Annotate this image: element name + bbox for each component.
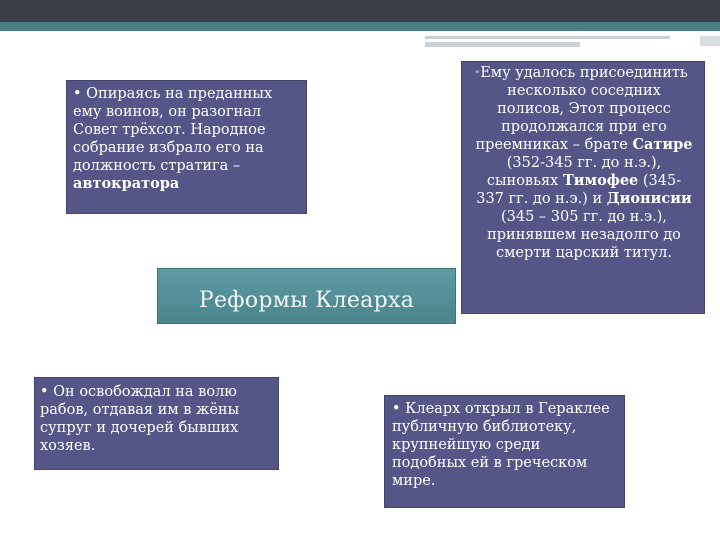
text-box-council xyxy=(66,80,307,214)
name-timotheus: Тимофее xyxy=(562,172,639,189)
name-dionysius: Дионисии xyxy=(606,190,692,207)
box-text: (345-337 гг. до н.э.) и xyxy=(476,173,682,207)
box-bold-term: автократора xyxy=(73,175,180,192)
box-text: (345 – 305 гг. до н.э.), принявшем незадолго до смерти царский титул. xyxy=(487,209,681,261)
top-accent-bar xyxy=(0,22,720,31)
decorative-line xyxy=(425,42,580,47)
name-satyr: Сатире xyxy=(632,136,693,153)
text-box-library xyxy=(384,395,625,508)
decorative-line xyxy=(700,36,720,46)
box-text: • Он освобождал на волю рабов, отдавая им в жёны супруг и дочерей бывших хозяев. xyxy=(40,384,240,454)
box-text: Ему удалось присоединить несколько соседних полисов, Этот процесс продолжался при его преемниках – брате xyxy=(475,65,688,153)
slide-title-box xyxy=(157,268,456,324)
decorative-line xyxy=(425,36,670,39)
top-bar xyxy=(0,0,720,22)
box-text: (352-345 гг. до н.э.), сыновьях xyxy=(486,155,662,189)
text-box-slaves xyxy=(34,377,279,470)
bullet-marker: • xyxy=(474,66,481,79)
box-text: • Опираясь на преданных ему воинов, он разогнал Совет трёхсот. Народное собрание избрало его на должность стратига – xyxy=(73,86,273,174)
text-box-successors xyxy=(461,61,705,314)
slide-title: Реформы Клеарха xyxy=(198,287,415,313)
box-text: • Клеарх открыл в Гераклее публичную библиотеку, крупнейшую среди подобных ей в греческом мире. xyxy=(392,401,610,489)
